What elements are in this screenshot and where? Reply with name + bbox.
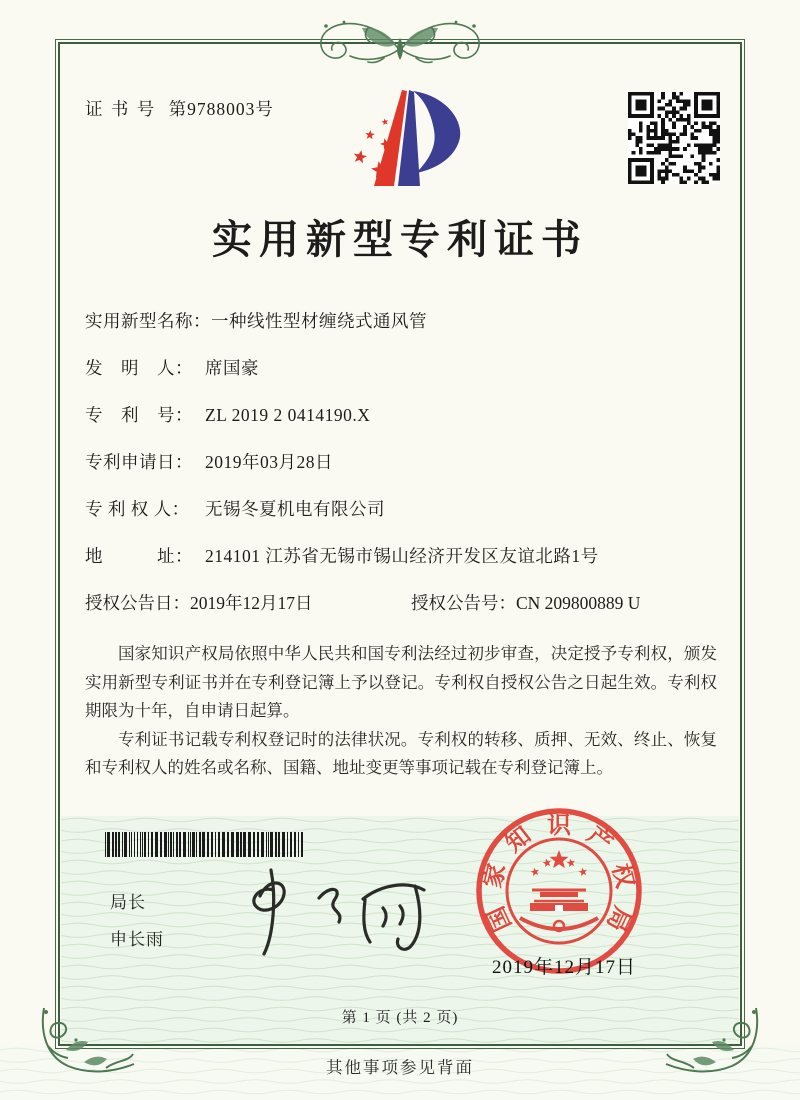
field-label: 专利申请日：: [85, 452, 193, 472]
field-label: 专 利 号：: [85, 405, 193, 425]
svg-text:权: 权: [606, 861, 638, 891]
svg-text:产: 产: [581, 822, 617, 858]
field-label: 授权公告日：: [85, 593, 190, 613]
svg-text:识: 识: [547, 813, 571, 839]
field-value: 2019年12月17日: [190, 593, 313, 613]
svg-text:国: 国: [483, 902, 517, 935]
field-row-grant: [85, 590, 717, 637]
legal-paragraph: 专利证书记载专利权登记时的法律状况。专利权的转移、质押、无效、终止、恢复和专利权人的姓名或名称、国籍、地址变更等事项记载在专利登记簿上。: [85, 729, 717, 777]
certificate-fields: [85, 308, 717, 637]
field-value: 无锡冬夏机电有限公司: [205, 499, 385, 519]
legal-text: [85, 640, 717, 783]
field-label: 专 利 权 人：: [85, 499, 190, 519]
signer-block: [110, 888, 164, 962]
svg-text:局: 局: [601, 902, 635, 935]
field-value: 2019年03月28日: [205, 452, 333, 472]
grant-date-group: [85, 593, 313, 613]
field-value: ZL 2019 2 0414190.X: [205, 405, 371, 425]
field-label: 地 址：: [85, 546, 193, 566]
field-value: 席国豪: [205, 358, 259, 378]
certificate-number-label: 证 书 号: [85, 99, 157, 119]
svg-text:知: 知: [501, 822, 537, 858]
field-value: CN 209800889 U: [516, 593, 641, 613]
signature-icon: [218, 856, 443, 968]
field-row-patentee: [85, 496, 717, 543]
certificate-title: 实用新型专利证书: [212, 217, 588, 262]
field-row-filing-date: [85, 449, 717, 496]
barcode-icon: [105, 832, 311, 857]
field-label: 发 明 人：: [85, 358, 193, 378]
field-label: 实用新型名称：: [85, 311, 211, 331]
certificate-number-value: 第9788003号: [168, 99, 274, 119]
signer-title: 局长: [110, 893, 146, 912]
legal-paragraph: 国家知识产权局依照中华人民共和国专利法经过初步审查，决定授予专利权，颁发实用新型专利证书并在专利登记簿上予以登记。专利权自授权公告之日起生效。专利权期限为十年，自申请日起算。: [85, 644, 717, 720]
field-row-address: [85, 543, 717, 590]
grant-number-group: [411, 590, 640, 615]
field-row-patent-number: [85, 402, 717, 449]
certificate-number: [85, 96, 274, 121]
signer-name: 申长雨: [110, 930, 164, 949]
seal-date: 2019年12月17日: [492, 957, 637, 978]
svg-text:家: 家: [480, 861, 512, 891]
field-value: 214101 江苏省无锡市锡山经济开发区友谊北路1号: [205, 546, 599, 566]
field-value: 一种线性型材缠绕式通风管: [211, 311, 427, 331]
back-note: 其他事项参见背面: [326, 1058, 474, 1077]
field-label: 授权公告号：: [411, 593, 516, 613]
field-row-inventor: [85, 355, 717, 402]
field-row-name: [85, 308, 717, 355]
qr-code-icon: [628, 92, 720, 184]
top-scroll-ornament-icon: [280, 14, 520, 66]
cnipa-logo-icon: [328, 82, 478, 204]
page-number: 第 1 页 (共 2 页): [341, 1010, 459, 1026]
